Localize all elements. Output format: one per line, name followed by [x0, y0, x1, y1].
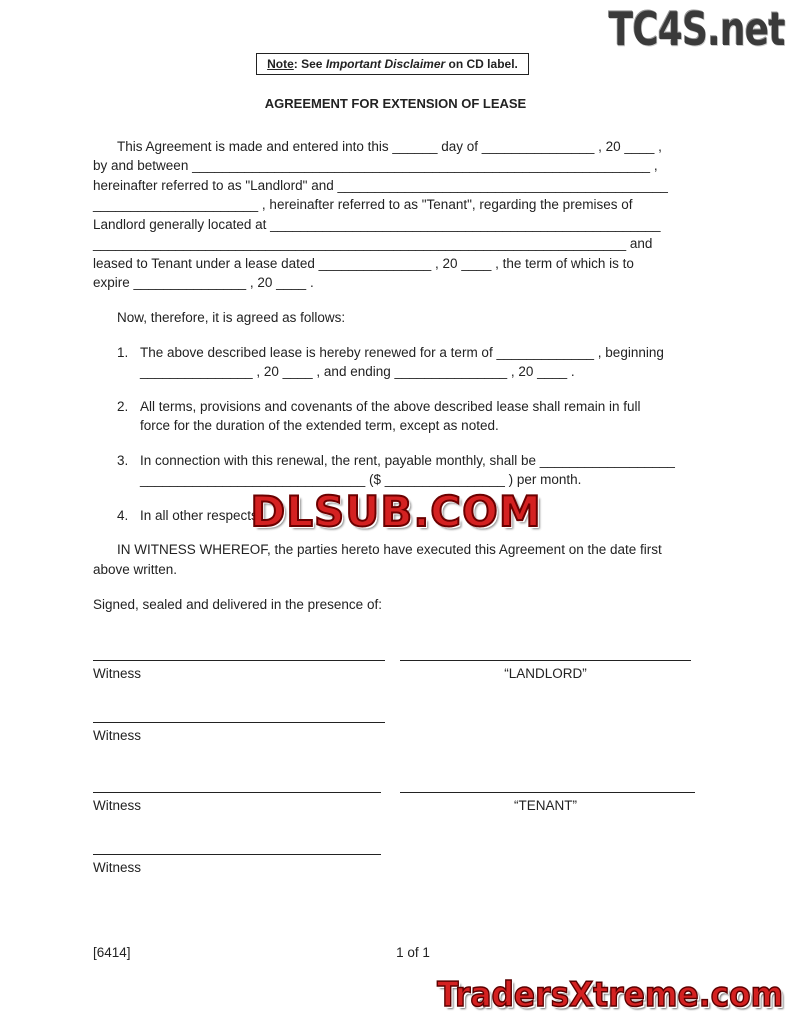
- note-suffix: on CD label.: [445, 57, 518, 71]
- body-line-4: ______________________ , hereinafter referred to as "Tenant", regarding the premises of: [93, 197, 633, 212]
- item-3-line-2: ______________________________ ($ ________________ ) per month.: [140, 472, 582, 487]
- item-3-number: 3.: [117, 453, 129, 468]
- item-2-number: 2.: [117, 399, 129, 414]
- tenant-signature-line: [400, 792, 695, 793]
- body-line-5: Landlord generally located at ____________________________________________________: [93, 217, 661, 232]
- body-line-6: _______________________________________________________________________ and: [93, 236, 653, 251]
- witness-label-2: Witness: [93, 728, 142, 743]
- tenant-label: “TENANT”: [514, 798, 577, 813]
- item-1-line-1: The above described lease is hereby renewed for a term of _____________ , beginning: [140, 345, 664, 360]
- note-italic: Important Disclaimer: [325, 57, 446, 71]
- item-4-number: 4.: [117, 508, 129, 523]
- tc4s-watermark: TC4S.net: [608, 2, 785, 56]
- witness-signature-line-3: [93, 792, 381, 793]
- witness-signature-line-1: [93, 660, 385, 661]
- landlord-signature-line: [400, 660, 691, 661]
- witness-label-3: Witness: [93, 798, 142, 813]
- tradersxtreme-watermark: TradersXtreme.com: [436, 975, 783, 1015]
- item-1-line-2: _______________ , 20 ____ , and ending _______________ , 20 ____ .: [140, 364, 575, 379]
- item-4-line-1: In all other respects: [140, 508, 258, 523]
- body-line-2: by and between _____________________________________________________________ ,: [93, 158, 658, 173]
- note-prefix: : See: [293, 57, 326, 71]
- note-label: Note: [267, 57, 294, 71]
- body-line-3: hereinafter referred to as "Landlord" and ____________________________________________: [93, 178, 668, 193]
- form-code: [6414]: [93, 945, 131, 960]
- witness-label-1: Witness: [93, 666, 142, 681]
- item-1-number: 1.: [117, 345, 129, 360]
- body-line-8: expire _______________ , 20 ____ .: [93, 275, 314, 290]
- landlord-label: “LANDLORD”: [504, 666, 587, 681]
- page-number: 1 of 1: [396, 945, 430, 960]
- item-2-line-1: All terms, provisions and covenants of the above described lease shall remain in full: [140, 399, 641, 414]
- item-3-line-1: In connection with this renewal, the rent, payable monthly, shall be __________________: [140, 453, 675, 468]
- witness-signature-line-2: [93, 722, 385, 723]
- dlsub-watermark: DLSUB.COM: [250, 486, 542, 536]
- witness-label-4: Witness: [93, 860, 142, 875]
- disclaimer-note: [256, 53, 529, 75]
- item-2-line-2: force for the duration of the extended term, except as noted.: [140, 418, 499, 433]
- witness-signature-line-4: [93, 854, 381, 855]
- witness-whereof-line-1: IN WITNESS WHEREOF, the parties hereto have executed this Agreement on the date first: [117, 542, 662, 557]
- agreed-intro: Now, therefore, it is agreed as follows:: [117, 310, 346, 325]
- document-title: AGREEMENT FOR EXTENSION OF LEASE: [264, 96, 527, 111]
- witness-whereof-line-2: above written.: [93, 562, 178, 577]
- signed-presence: Signed, sealed and delivered in the presence of:: [93, 597, 382, 612]
- body-line-1: This Agreement is made and entered into this ______ day of _______________ , 20 ____ ,: [117, 139, 662, 154]
- body-line-7: leased to Tenant under a lease dated _______________ , 20 ____ , the term of which is to: [93, 256, 634, 271]
